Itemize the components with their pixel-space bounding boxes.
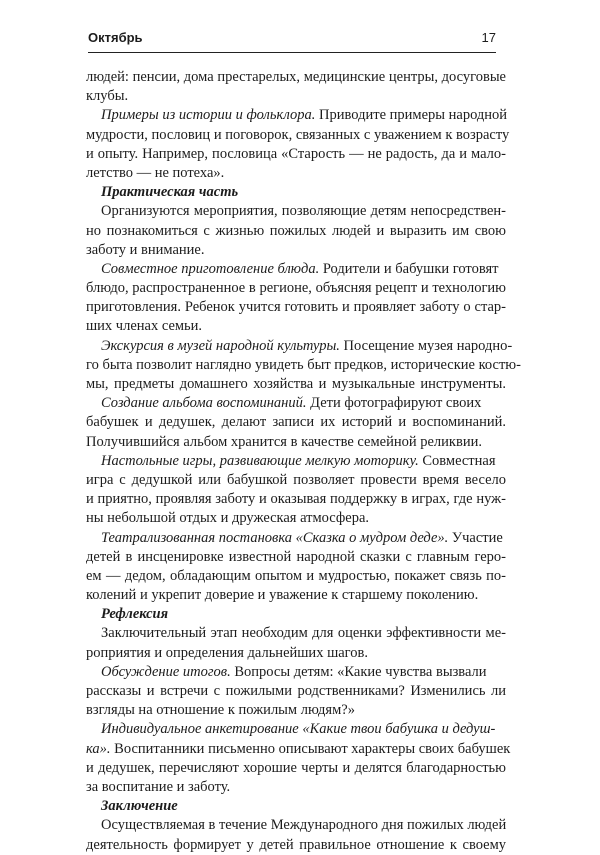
italic-run: Совместное приготовление блюда. bbox=[101, 260, 320, 277]
text-run: Посещение музея народно- bbox=[339, 337, 513, 354]
section-heading: Практическая часть bbox=[101, 184, 239, 201]
text-run: игра с дедушкой или бабушкой позволяет провести время весело bbox=[86, 471, 506, 488]
text-run: мудрости, пословиц и поговорок, связанных с уважением к возрасту bbox=[86, 126, 510, 143]
text-line bbox=[86, 317, 506, 336]
text-line bbox=[86, 797, 506, 816]
text-line bbox=[86, 644, 506, 663]
text-line bbox=[86, 778, 506, 797]
text-line bbox=[86, 759, 506, 778]
text-line bbox=[86, 624, 506, 643]
text-line bbox=[86, 740, 511, 759]
text-line bbox=[86, 279, 506, 298]
text-line bbox=[86, 413, 506, 432]
text-run: Осуществляемая в течение Международного дня пожилых людей bbox=[101, 817, 507, 834]
italic-run: Настольные игры, развивающие мелкую моторику. bbox=[101, 452, 419, 469]
text-run: Воспитанники письменно описывают характеры своих бабушек bbox=[110, 740, 511, 757]
text-run: колений и укрепит доверие и уважение к старшему поколению. bbox=[86, 587, 479, 604]
text-line bbox=[86, 222, 506, 241]
text-run: заботу и внимание. bbox=[86, 241, 205, 258]
text-run: людей: пенсии, дома престарелых, медицинские центры, досуговые bbox=[86, 69, 506, 85]
text-run: ем — дедом, обладающим опытом и мудростью, покажет связь по- bbox=[86, 567, 506, 584]
text-run: летство — не потеха». bbox=[86, 164, 225, 181]
text-run: взгляды на отношение к пожилым людям?» bbox=[86, 702, 355, 719]
text-line bbox=[86, 529, 506, 548]
text-line bbox=[86, 452, 506, 471]
text-line bbox=[86, 298, 506, 317]
section-heading: Заключение bbox=[101, 798, 178, 815]
body-text bbox=[86, 68, 521, 855]
text-run: за воспитание и заботу. bbox=[86, 778, 231, 795]
text-line bbox=[86, 183, 506, 202]
italic-run: Театрализованная постановка «Сказка о мудром деде». bbox=[101, 529, 449, 546]
text-run: Дети фотографируют своих bbox=[306, 395, 482, 412]
text-line bbox=[86, 567, 506, 586]
text-run: рассказы и встречи с пожилыми родственниками? Изменились ли bbox=[86, 683, 506, 699]
text-line bbox=[86, 375, 506, 394]
text-line bbox=[86, 145, 506, 164]
text-run: Родители и бабушки готовят bbox=[319, 260, 499, 277]
text-line bbox=[86, 68, 506, 87]
section-title: Октябрь bbox=[88, 30, 143, 45]
text-run: клубы. bbox=[86, 88, 129, 105]
text-run: детей в инсценировке известной народной сказки с главным геро- bbox=[86, 548, 506, 565]
page-number: 17 bbox=[481, 30, 496, 45]
italic-run: Примеры из истории и фольклора. bbox=[101, 107, 316, 124]
text-run: Приводите примеры народной bbox=[315, 107, 508, 124]
text-line bbox=[86, 433, 506, 452]
text-line bbox=[86, 720, 506, 739]
text-run: Организуются мероприятия, позволяющие детям непосредствен- bbox=[101, 203, 506, 220]
text-run: деятельность формирует у детей правильное отношение к своему bbox=[86, 836, 506, 853]
text-line bbox=[86, 816, 506, 835]
text-line bbox=[86, 337, 513, 356]
text-line bbox=[86, 471, 506, 490]
text-run: Участие bbox=[448, 529, 503, 546]
text-run: и приятно, проявляя заботу и оказывая поддержку в играх, где нуж- bbox=[86, 491, 506, 508]
text-line bbox=[86, 586, 506, 605]
text-run: Совместная bbox=[418, 452, 496, 469]
text-line bbox=[86, 548, 506, 567]
text-run: но познакомиться с жизнью пожилых людей и выразить им свою bbox=[86, 222, 506, 239]
text-run: мы, предметы домашнего хозяйства и музыкальные инструменты. bbox=[86, 376, 506, 392]
text-run: и дедушек, перечисляют хорошие черты и делятся благодарностью bbox=[86, 759, 506, 776]
text-line bbox=[86, 164, 506, 183]
text-line bbox=[86, 701, 506, 720]
section-heading: Рефлексия bbox=[101, 606, 169, 623]
text-line bbox=[86, 605, 506, 624]
text-line bbox=[86, 836, 506, 855]
text-run: Заключительный этап необходим для оценки эффективности ме- bbox=[101, 625, 506, 642]
running-header bbox=[88, 30, 496, 53]
text-run: приготовления. Ребенок учится готовить и проявляет заботу о стар- bbox=[86, 299, 506, 316]
text-line bbox=[86, 490, 506, 509]
text-line bbox=[86, 202, 506, 221]
italic-run: Экскурсия в музей народной культуры. bbox=[101, 337, 340, 354]
text-line bbox=[86, 356, 521, 375]
italic-run: Обсуждение итогов. bbox=[101, 663, 231, 680]
text-line bbox=[86, 509, 506, 528]
text-line bbox=[86, 241, 506, 260]
text-line bbox=[86, 260, 506, 279]
text-line bbox=[86, 394, 506, 413]
text-line bbox=[86, 87, 506, 106]
text-run: бабушек и дедушек, делают записи их историй и воспоминаний. bbox=[86, 414, 506, 431]
text-run: го быта позволит наглядно увидеть быт предков, исторические костю- bbox=[86, 356, 521, 373]
text-run: Получившийся альбом хранится в качестве семейной реликвии. bbox=[86, 433, 482, 450]
italic-run: ка». bbox=[86, 740, 111, 757]
text-line bbox=[86, 682, 506, 701]
text-run: ших членах семьи. bbox=[86, 318, 203, 335]
text-run: ны небольшой отдых и дружеская атмосфера. bbox=[86, 510, 370, 527]
italic-run: Индивидуальное анкетирование «Какие твои бабушка и дедуш- bbox=[101, 721, 496, 738]
text-run: роприятия и определения дальнейших шагов. bbox=[86, 644, 368, 661]
text-run: и опыту. Например, пословица «Старость — не радость, да и мало- bbox=[86, 145, 506, 162]
italic-run: Создание альбома воспоминаний. bbox=[101, 395, 307, 412]
text-line bbox=[86, 663, 506, 682]
text-line bbox=[86, 106, 506, 125]
text-run: блюдо, распространенное в регионе, объясняя рецепт и технологию bbox=[86, 280, 506, 297]
text-line bbox=[86, 126, 510, 145]
text-run: Вопросы детям: «Какие чувства вызвали bbox=[230, 663, 487, 680]
